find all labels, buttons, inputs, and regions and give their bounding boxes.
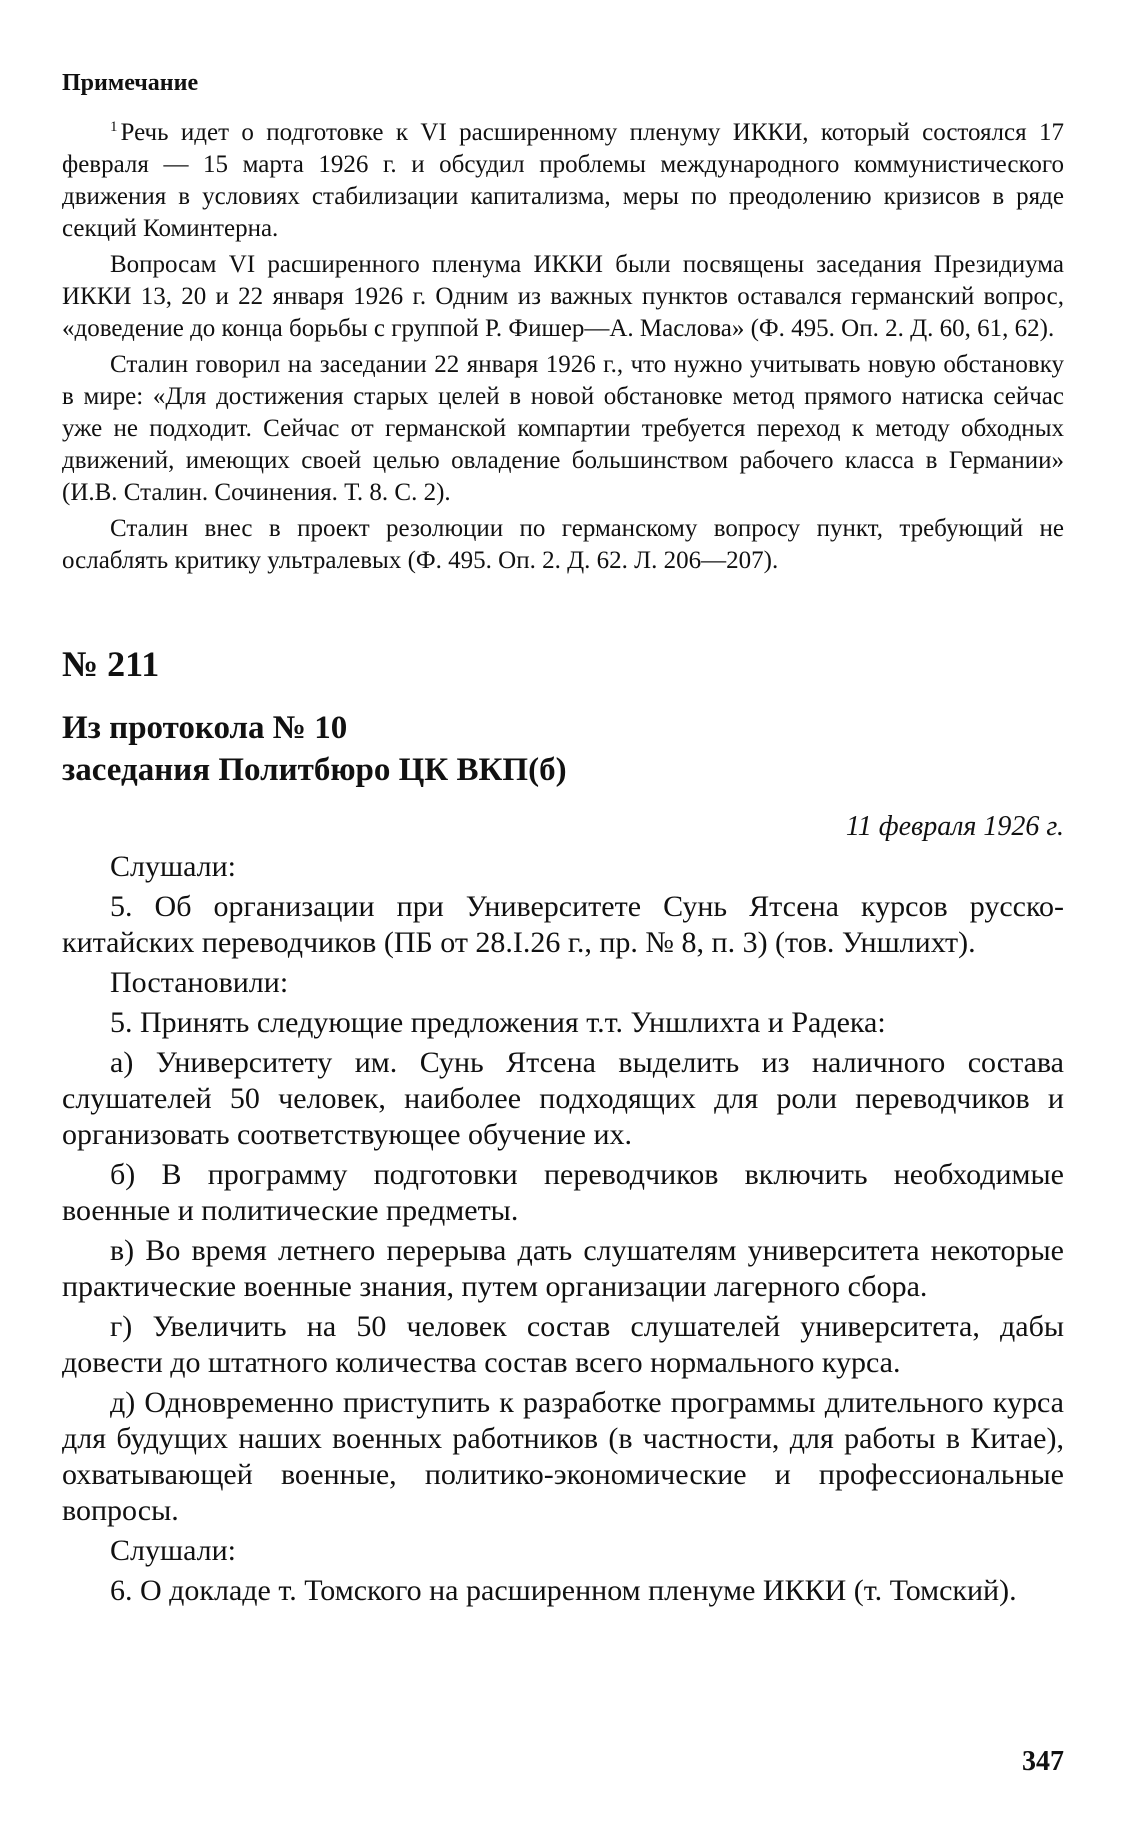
body-paragraph: 6. О докладе т. Томского на расширенном пленуме ИККИ (т. Томский). xyxy=(110,1574,1017,1607)
body-paragraph: г) Увеличить на 50 человек состав слушателей университета, дабы довести до штатного количества состав всего нормального курса. xyxy=(62,1310,1064,1379)
body-paragraph: в) Во время летнего перерыва дать слушателям университета некоторые практические военные знания, путем организации лагерного сбора. xyxy=(62,1234,1064,1303)
body-paragraph: 5. Принять следующие предложения т.т. Уншлихта и Радека: xyxy=(110,1006,886,1039)
document-body xyxy=(62,849,1064,1609)
body-paragraph: д) Одновременно приступить к разработке программы длительного курса для будущих наших военных работников (в частности, для работы в Китае), охватывающей военные, политико-экономические и профессиональные вопросы. xyxy=(62,1386,1064,1527)
body-paragraph: Постановили: xyxy=(110,966,289,999)
document-number: № 211 xyxy=(62,644,160,684)
document-title xyxy=(62,707,1064,791)
footnote-mark: 1 xyxy=(110,119,118,135)
note-text: Речь идет о подготовке к VI расширенному пленуму ИККИ, который состоялся 17 февраля — 15 марта 1926 г. и обсудил проблемы международного коммунистического движения в условиях стабилизации капитализма, меры по преодолению кризисов в ряде секций Коминтерна. xyxy=(62,119,1064,242)
note-paragraph: Вопросам VI расширенного пленума ИККИ были посвящены заседания Президиума ИККИ 13, 20 и 22 января 1926 г. Одним из важных пунктов оставался германский вопрос, «доведение до конца борьбы с группой Р. Фишер—А. Маслова» (Ф. 495. Оп. 2. Д. 60, 61, 62). xyxy=(62,251,1064,342)
notes-heading: Примечание xyxy=(62,70,199,96)
body-paragraph: Слушали: xyxy=(110,1534,237,1567)
body-paragraph: б) В программу подготовки переводчиков включить необходимые военные и политические предметы. xyxy=(62,1158,1064,1227)
document-date: 11 февраля 1926 г. xyxy=(845,811,1064,842)
note-paragraph: Сталин внес в проект резолюции по германскому вопросу пункт, требующий не ослаблять критику ультралевых (Ф. 495. Оп. 2. Д. 62. Л. 206—207). xyxy=(62,515,1064,574)
note-paragraph xyxy=(62,111,1064,245)
document-title-line: Из протокола № 10 xyxy=(62,710,348,746)
body-paragraph: а) Университету им. Сунь Ятсена выделить из наличного состава слушателей 50 человек, наиболее подходящих для роли переводчиков и организовать соответствующее обучение их. xyxy=(62,1046,1064,1151)
notes-section xyxy=(62,70,1064,577)
note-paragraph: Сталин говорил на заседании 22 января 1926 г., что нужно учитывать новую обстановку в мире: «Для достижения старых целей в новой обстановке метод прямого натиска сейчас уже не подходит. Сейчас от германской компартии требуется переход к методу обходных движений, имеющих своей целью овладение большинством рабочего класса в Германии» (И.В. Сталин. Сочинения. Т. 8. С. 2). xyxy=(62,351,1064,506)
document-title-line: заседания Политбюро ЦК ВКП(б) xyxy=(62,752,567,788)
page-number: 347 xyxy=(1022,1746,1064,1777)
body-paragraph: Слушали: xyxy=(110,850,237,883)
body-paragraph: 5. Об организации при Университете Сунь Ятсена курсов русско-китайских переводчиков (ПБ от 28.I.26 г., пр. № 8, п. 3) (тов. Уншлихт). xyxy=(62,890,1064,959)
